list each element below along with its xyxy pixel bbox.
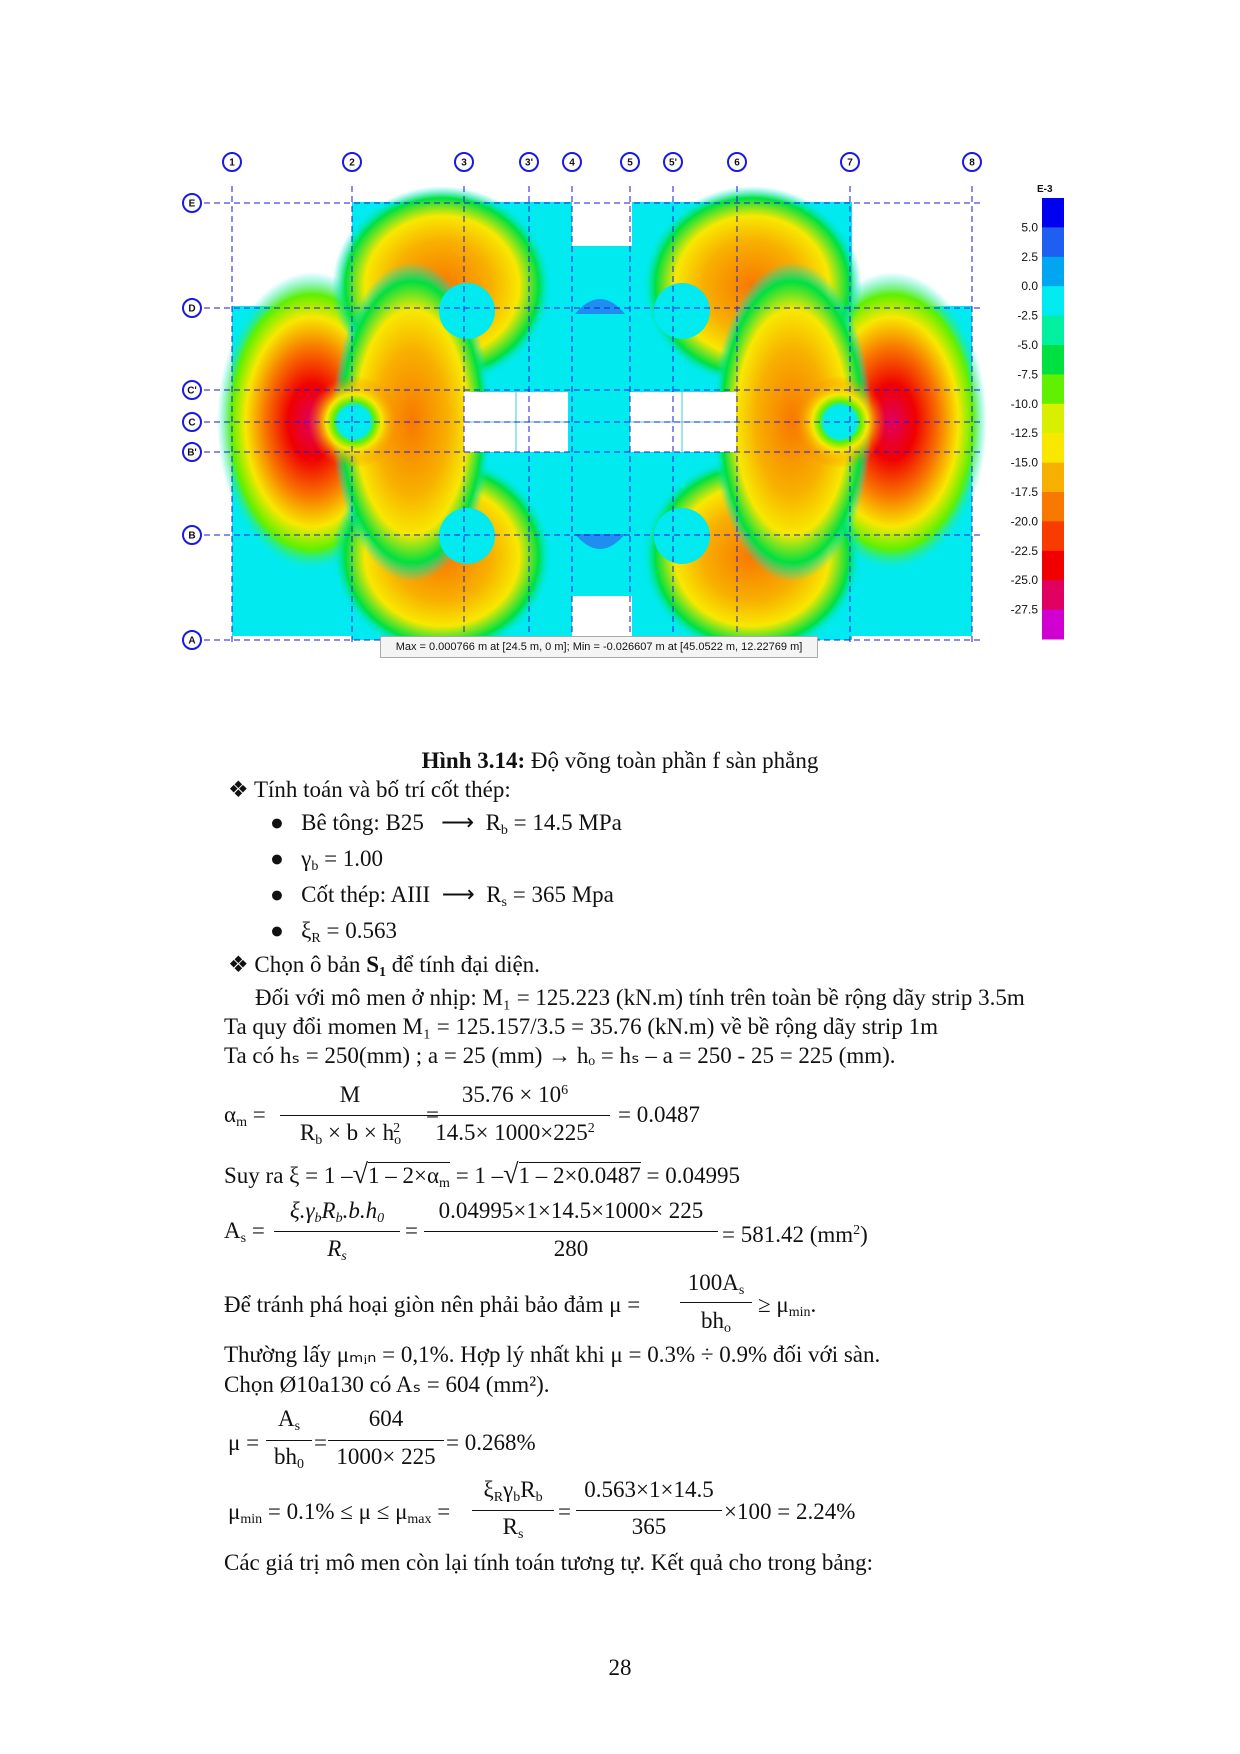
text-line-3: Ta có hₛ = 250(mm) ; a = 25 (mm) → hₒ = hₛ – a = 250 - 25 = 225 (mm). bbox=[224, 1043, 896, 1068]
grid-column-bubble bbox=[563, 153, 581, 171]
grid-row-bubble bbox=[183, 299, 201, 317]
bullet-concrete: ● Bê tông: B25 ⟶ $R_b = 14.5$ MPa bbox=[270, 810, 622, 838]
grid-row-bubble bbox=[183, 413, 201, 431]
eq-as-result: = 581.42 $(mm^2)$ bbox=[722, 1222, 868, 1247]
legend-label: -17.5 bbox=[1010, 485, 1038, 499]
eq-alpha-lhs: α bbox=[224, 1102, 237, 1127]
legend-color-swatch bbox=[1042, 257, 1064, 287]
eq-mu-check-tail: ≥ $\mu_{min}$. bbox=[758, 1292, 817, 1320]
grid-row-bubble bbox=[183, 631, 201, 649]
bullet-steel: ● Cốt thép: AIII ⟶ $R_s = 365$ Mpa bbox=[270, 882, 614, 910]
legend-label: -5.0 bbox=[1017, 338, 1038, 352]
legend-label: -27.5 bbox=[1010, 602, 1038, 617]
figure-caption bbox=[0, 748, 1240, 774]
svg-text:A: A bbox=[188, 635, 196, 647]
svg-text:4: 4 bbox=[569, 157, 575, 169]
dot-bullet-icon: ● bbox=[270, 810, 284, 835]
eq-as-num2: 0.04995×1×14.5×1000× 225 bbox=[438, 1198, 704, 1223]
eq-as-den1: $R_s$ bbox=[327, 1236, 347, 1264]
legend-label: -20.0 bbox=[1010, 514, 1038, 529]
legend-label: -7.5 bbox=[1017, 367, 1038, 382]
grid-column-bubble bbox=[455, 153, 473, 171]
grid-column-bubble bbox=[520, 153, 538, 171]
eq-xi: Suy ra ξ = 1 $-√1 - 2\times\alpha_m = 1$ –√1 – 2×0.0487 = 0.04995 bbox=[224, 1159, 741, 1191]
status-bar bbox=[380, 636, 818, 658]
dot-bullet-icon: ● bbox=[270, 882, 284, 907]
legend-label: 2.5 bbox=[1021, 249, 1038, 264]
eq-mu-den1: $bh_0$ bbox=[274, 1444, 304, 1472]
diamond-bullet-icon: ❖ bbox=[228, 777, 249, 802]
arrow-right-icon: ⟶ bbox=[441, 810, 475, 835]
caption-text: Độ võng toàn phần f sàn phẳng bbox=[525, 748, 819, 773]
grid-column-bubble bbox=[621, 153, 639, 171]
eq-alpha-den2: $14.5\times 1000\times 225^2$ bbox=[435, 1120, 595, 1145]
legend-color-swatch bbox=[1042, 316, 1064, 346]
legend-color-swatch bbox=[1042, 492, 1064, 522]
eq-mumax-result: ×100 = 2.24% bbox=[724, 1499, 856, 1524]
eq-alpha-result: = 0.0487 bbox=[618, 1102, 700, 1127]
eq-mumax-lhs: $\mu_{min} = 0.1\% \le \mu \le \mu_{max}$ = bbox=[228, 1499, 451, 1527]
svg-text:3: 3 bbox=[461, 157, 467, 169]
eq-mu-num1: $A_s$ bbox=[277, 1406, 301, 1434]
svg-text:8: 8 bbox=[969, 157, 975, 169]
legend-color-swatch bbox=[1042, 345, 1064, 375]
status-text: Max = 0.000766 m at [24.5 m, 0 m]; Min = -0.026607 m at [45.0522 m, 12.22769 m] bbox=[395, 641, 803, 653]
svg-text:C: C bbox=[188, 417, 196, 429]
grid-row-bubble bbox=[183, 526, 201, 544]
svg-text:B': B' bbox=[187, 447, 197, 459]
legend-color-swatch bbox=[1042, 404, 1064, 434]
eq-mu-den2: 1000× 225 bbox=[336, 1444, 436, 1469]
legend-unit: E-3 bbox=[1037, 184, 1053, 195]
legend-label: -15.0 bbox=[1010, 455, 1038, 470]
eq-mumax-num1: $\xi_R\gamma_bR_b$ bbox=[483, 1477, 543, 1505]
svg-text:7: 7 bbox=[847, 157, 853, 169]
eq-mu-num2: 604 bbox=[368, 1406, 404, 1431]
text-line-1: Đối với mô men ở nhịp: M₁ = 125.223 (kN.m) tính trên toàn bề rộng dãy strip 3.5m bbox=[255, 985, 1025, 1010]
legend-color-swatch bbox=[1042, 227, 1064, 257]
eq-alpha-eq: = bbox=[252, 1102, 266, 1127]
eq-mu-result: = 0.268% bbox=[446, 1430, 536, 1455]
legend-color-swatch bbox=[1042, 198, 1064, 228]
grid-column-bubble bbox=[841, 153, 859, 171]
text-line-2: Ta quy đổi momen M₁ = 125.157/3.5 = 35.76 (kN.m) về bề rộng dãy strip 1m bbox=[224, 1014, 938, 1039]
grid-column-bubble bbox=[664, 153, 682, 171]
grid-row-bubble bbox=[183, 443, 201, 461]
svg-text:1: 1 bbox=[229, 157, 235, 169]
eq-alpha-lhs-sub: m bbox=[236, 1115, 247, 1130]
legend-label: -12.5 bbox=[1010, 426, 1038, 441]
legend-color-swatch bbox=[1042, 521, 1064, 551]
eq-mumax-den2: 365 bbox=[631, 1514, 667, 1539]
legend-label: -22.5 bbox=[1010, 543, 1038, 558]
text-mu-typical: Thường lấy μₘᵢₙ = 0,1%. Hợp lý nhất khi μ = 0.3% ÷ 0.9% đối với sàn. bbox=[224, 1342, 881, 1367]
grid-row-bubble bbox=[183, 381, 201, 399]
legend-color-swatch bbox=[1042, 374, 1064, 404]
legend-color-swatch bbox=[1042, 580, 1064, 610]
eq-alpha-num1: M bbox=[339, 1082, 361, 1107]
eq-mumax-num2: 0.563×1×14.5 bbox=[584, 1477, 714, 1502]
svg-text:C': C' bbox=[187, 385, 197, 397]
legend-label: 0.0 bbox=[1021, 279, 1038, 294]
svg-text:2: 2 bbox=[349, 157, 355, 169]
dot-bullet-icon: ● bbox=[270, 846, 284, 871]
diamond-bullet-icon: ❖ bbox=[228, 952, 249, 977]
legend-color-swatch bbox=[1042, 463, 1064, 493]
legend-color-swatch bbox=[1042, 286, 1064, 316]
svg-text:B: B bbox=[188, 530, 196, 542]
bullet-xi: ● $\xi_R = 0.563$ bbox=[270, 918, 397, 946]
page-number: 28 bbox=[608, 1655, 632, 1680]
sqrt-icon: √ bbox=[352, 1159, 369, 1190]
svg-text:E: E bbox=[188, 198, 196, 210]
grid-column-bubble bbox=[343, 153, 361, 171]
svg-text:5: 5 bbox=[627, 157, 633, 169]
sqrt-icon: √ bbox=[503, 1159, 519, 1190]
caption-label: Hình 3.14: bbox=[421, 748, 526, 773]
svg-text:3': 3' bbox=[525, 157, 533, 169]
closing-text: Các giá trị mô men còn lại tính toán tương tự. Kết quả cho trong bảng: bbox=[224, 1550, 874, 1575]
grid-column-bubble bbox=[223, 153, 241, 171]
eq-alpha-num2: $35.76 \times 10^6$ bbox=[461, 1082, 569, 1107]
legend-color-swatch bbox=[1042, 433, 1064, 463]
grid-column-bubble bbox=[728, 153, 746, 171]
legend-label: -10.0 bbox=[1010, 396, 1038, 411]
legend-color-swatch bbox=[1042, 551, 1064, 581]
grid-column-bubble bbox=[963, 153, 981, 171]
eq-mumax-den1: $R_s$ bbox=[502, 1514, 524, 1542]
legend-label: -25.0 bbox=[1010, 573, 1038, 588]
eq-alpha-den1: $R_b \times b \times h_o^2$ bbox=[299, 1120, 402, 1148]
arrow-right-icon: ⟶ bbox=[441, 882, 475, 907]
eq-as-num1: $\xi.\gamma_bR_b.b.h_0$ bbox=[289, 1198, 385, 1226]
eq-mu-lhs: μ = bbox=[228, 1430, 260, 1455]
bullet-gamma: ● $\gamma_b = 1.00$ bbox=[270, 846, 384, 874]
eq-mu-check-num: $100A_s$ bbox=[687, 1270, 745, 1298]
eq-mu-check-den: $bh_o$ bbox=[701, 1308, 731, 1336]
grid-row-bubble bbox=[183, 194, 201, 212]
eq-as-den2: 280 bbox=[553, 1236, 589, 1261]
svg-text:D: D bbox=[188, 303, 196, 315]
legend-color-swatch bbox=[1042, 610, 1064, 640]
legend-label: -2.5 bbox=[1017, 308, 1038, 323]
legend-label: 5.0 bbox=[1021, 220, 1038, 235]
dot-bullet-icon: ● bbox=[270, 918, 284, 943]
svg-text:6: 6 bbox=[734, 157, 740, 169]
section1-heading: ❖ Tính toán và bố trí cốt thép: bbox=[228, 777, 511, 802]
deflection-figure bbox=[180, 150, 1140, 730]
text-choose-rebar: Chọn Ø10a130 có Aₛ = 604 (mm²). bbox=[224, 1372, 550, 1397]
eq-mu-check-text: Để tránh phá hoại giòn nên phải bảo đảm μ = bbox=[224, 1292, 641, 1317]
svg-text:5': 5' bbox=[669, 157, 677, 169]
section2-heading: ❖ Chọn ô bản $S_1$ để tính đại diện. bbox=[228, 952, 540, 980]
